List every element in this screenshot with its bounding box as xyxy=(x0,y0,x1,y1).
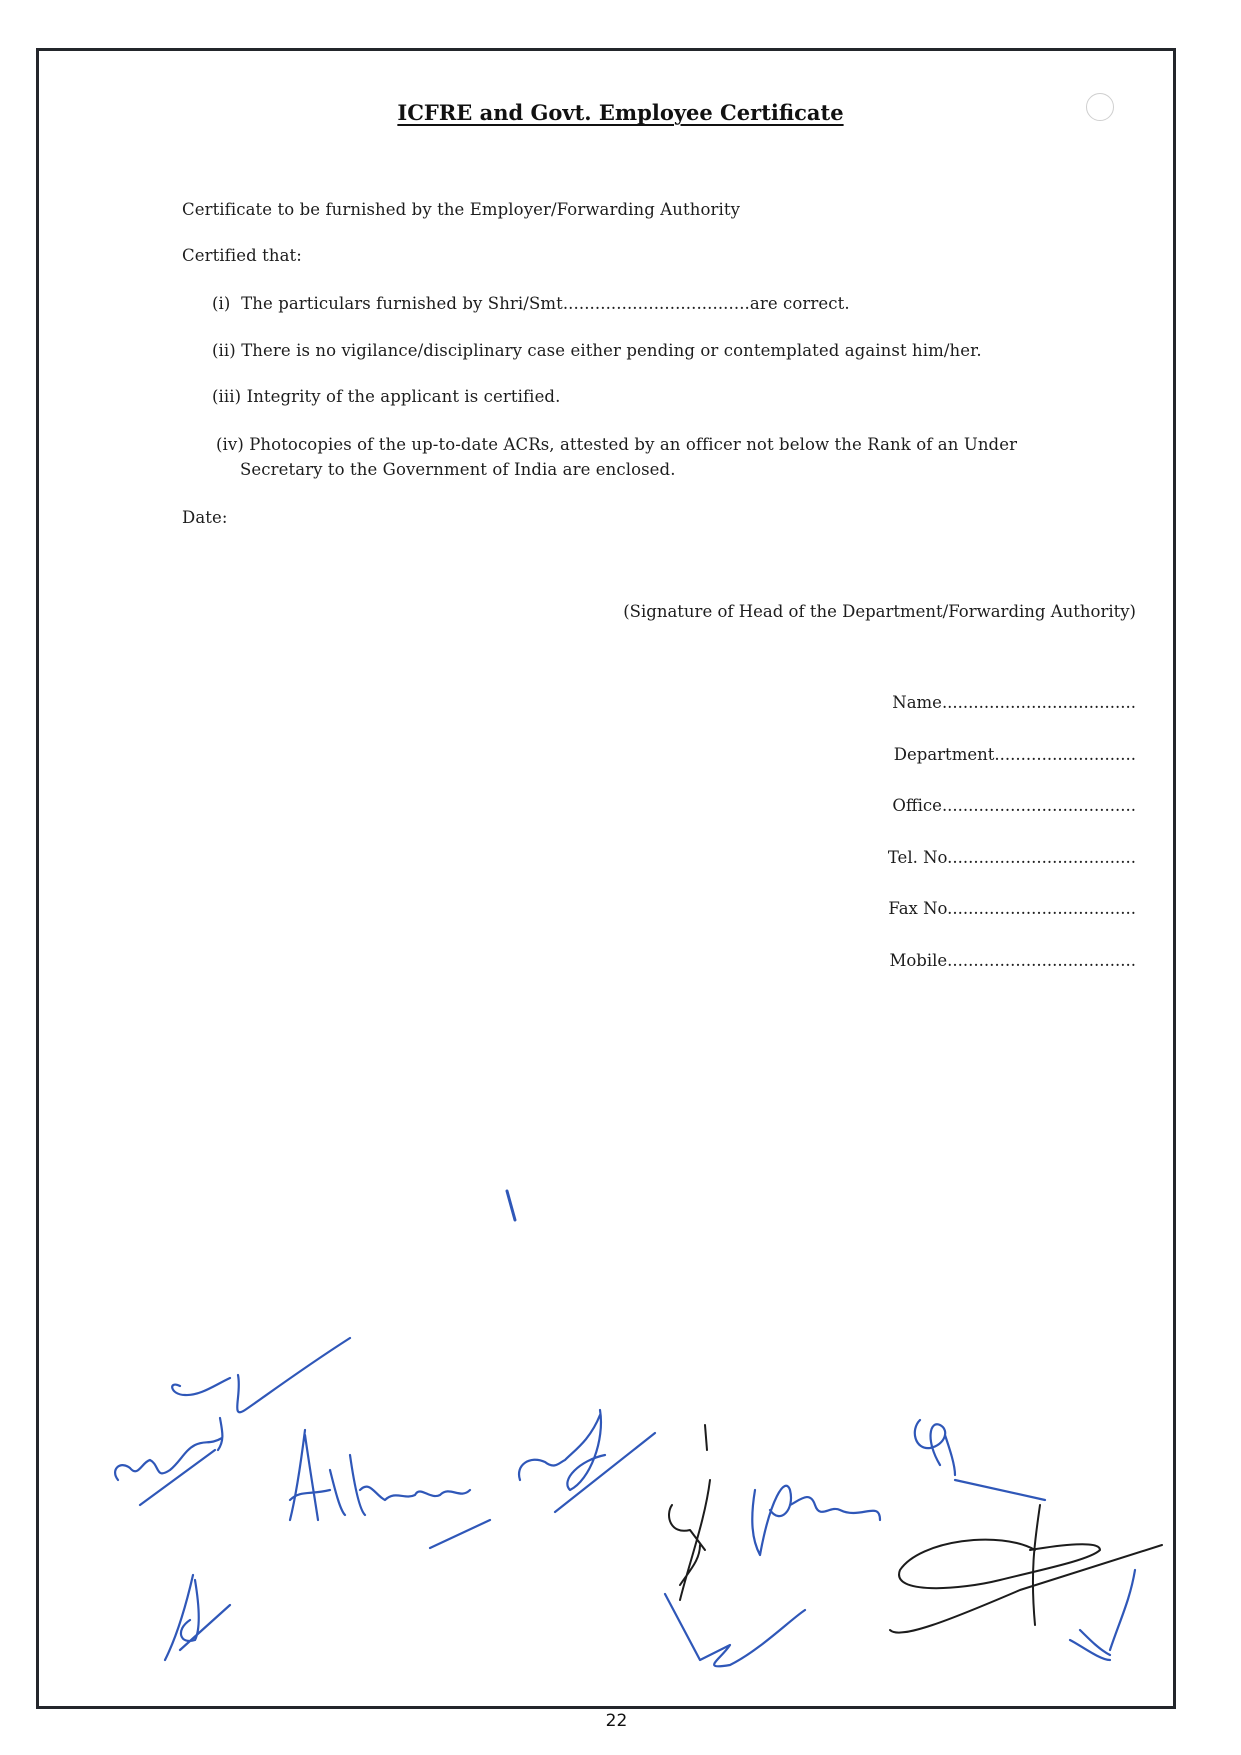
item-marker: (ii) xyxy=(212,341,236,360)
item-iv-continuation: Secretary to the Government of India are enclosed. xyxy=(240,460,676,479)
signature-1 xyxy=(115,1338,350,1505)
signature-10-black xyxy=(890,1505,1162,1633)
signature-2 xyxy=(290,1430,490,1548)
field-department: Department........................... xyxy=(893,744,1136,764)
signature-8 xyxy=(165,1575,230,1660)
signature-9-black xyxy=(669,1425,710,1600)
item-text: Photocopies of the up-to-date ACRs, attested by an officer not below the Rank of an Under xyxy=(249,435,1018,454)
signature-4 xyxy=(752,1486,880,1555)
signature-3 xyxy=(519,1410,655,1512)
field-fax-no: Fax No.................................... xyxy=(888,899,1136,918)
item-marker: (iv) xyxy=(216,435,244,454)
ink-stroke xyxy=(507,1191,515,1220)
signature-caption: (Signature of Head of the Department/Forwarding Authority) xyxy=(623,602,1136,621)
signature-5 xyxy=(665,1594,805,1666)
date-label: Date: xyxy=(182,508,228,527)
intro-text: Certificate to be furnished by the Employer/Forwarding Authority xyxy=(182,200,740,219)
field-name: Name..................................... xyxy=(892,693,1136,712)
item-marker: (i) xyxy=(212,294,231,313)
page-number: 22 xyxy=(605,1711,628,1731)
item-text: There is no vigilance/disciplinary case either pending or contemplated against him/her. xyxy=(241,341,982,360)
certified-that-label: Certified that: xyxy=(182,246,302,265)
field-mobile: Mobile.................................... xyxy=(889,950,1136,970)
signature-6 xyxy=(915,1420,1045,1500)
item-text: Integrity of the applicant is certified. xyxy=(246,387,561,406)
field-tel-no: Tel. No.................................... xyxy=(887,847,1136,867)
item-text: The particulars furnished by Shri/Smt...................................are correct. xyxy=(241,294,850,313)
document-title: ICFRE and Govt. Employee Certificate xyxy=(397,100,844,125)
field-office: Office..................................... xyxy=(892,796,1136,815)
item-marker: (iii) xyxy=(212,387,242,406)
signature-7 xyxy=(1070,1570,1135,1660)
